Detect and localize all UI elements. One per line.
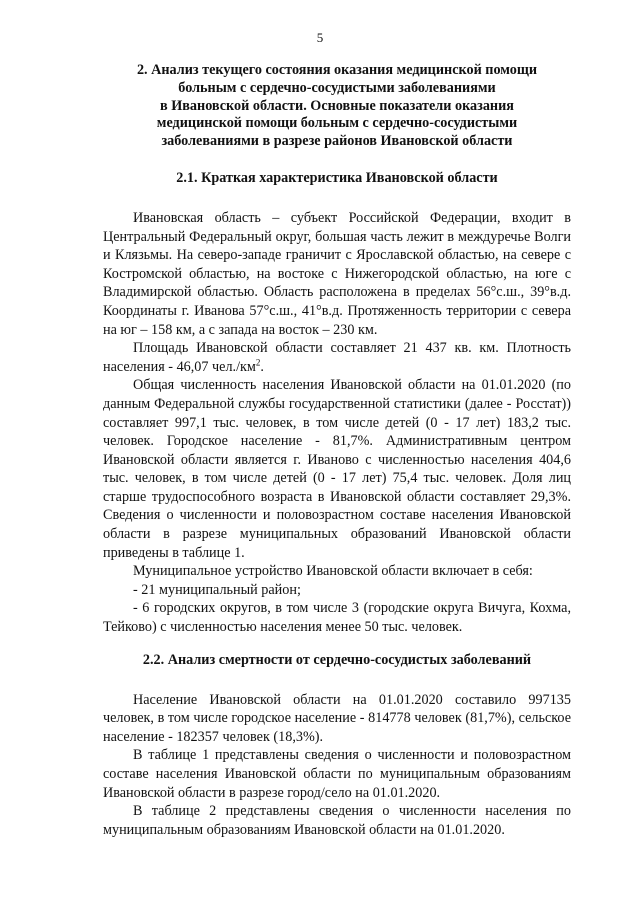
section-heading-2-2: 2.2. Анализ смертности от сердечно-сосудистых заболеваний bbox=[142, 651, 532, 668]
main-heading-line: в Ивановской области. Основные показатели оказания bbox=[160, 97, 514, 114]
main-heading-line: 2. Анализ текущего состояния оказания медицинской помощи bbox=[136, 62, 538, 78]
paragraph-table-1: В таблице 1 представлены сведения о численности и половозрастном составе населения Ивановской области по муниципальным образованиям Ивановской области в разрезе город/село на 01.01.2020. bbox=[103, 747, 571, 801]
list-item: - 6 городских округов, в том числе 3 (городские округа Вичуга, Кохма, Тейково) с численностью населения менее 50 тыс. человек. bbox=[103, 600, 571, 636]
paragraph-area-density bbox=[103, 339, 571, 376]
paragraph-population: Общая численность населения Ивановской области на 01.01.2020 (по данным Федеральной службы государственной статистики (далее - Росстат)) составляет 997,1 тыс. человек, в том числе детей (0 - 17 лет) 183,2 тыс. человек. Городское население - 81,7%. Административным центром Ивановской области является г. Иваново с численностью населения 404,6 тыс. человек, в том числе детей (0 - 17 лет) 75,4 тыс. человек. Доля лиц старше трудоспособного возраста в Ивановской области составляет 29,3%. Сведения о численности и половозрастном составе населения Ивановской области в разрезе муниципальных образований Ивановской области приведены в таблице 1. bbox=[103, 377, 571, 561]
density-suffix: . bbox=[260, 358, 264, 375]
main-heading-line: больным с сердечно-сосудистыми заболеваниями bbox=[178, 79, 496, 96]
density-superscript: 2 bbox=[255, 357, 261, 367]
page-content bbox=[103, 62, 571, 839]
area-density-text: Площадь Ивановской области составляет 21 437 кв. км. Плотность населения - 46,07 чел./км bbox=[103, 340, 571, 375]
paragraph-table-2: В таблице 2 представлены сведения о численности населения по муниципальным образованиям Ивановской области на 01.01.2020. bbox=[103, 803, 571, 838]
section-heading-2-1: 2.1. Краткая характеристика Ивановской области bbox=[176, 169, 498, 186]
main-heading-line: медицинской помощи больным с сердечно-сосудистыми bbox=[156, 115, 518, 132]
paragraph-population-2020: Население Ивановской области на 01.01.2020 составило 997135 человек, в том числе городское население - 814778 человек (81,7%), сельское население - 182357 человек (18,3%). bbox=[103, 691, 571, 745]
paragraph-region-overview: Ивановская область – субъект Российской Федерации, входит в Центральный Федеральный округ, большая часть лежит в междуречье Волги и Клязьмы. На северо-западе граничит с Ярославской областью, на севере с Костромской областью, на востоке с Нижегородской областью, на юге с Владимирской областью. Область расположена в пределах 56°с.ш., 39°в.д. Координаты г. Иванова 57°с.ш., 41°в.д. Протяженность территории с севера на юг – 158 км, а с запада на восток – 230 км. bbox=[103, 209, 571, 338]
page-number: 5 bbox=[316, 30, 324, 45]
list-item: - 21 муниципальный район; bbox=[133, 581, 301, 598]
main-heading-line: заболеваниями в разрезе районов Ивановской области bbox=[161, 133, 513, 150]
main-heading bbox=[103, 62, 571, 151]
paragraph-municipal-structure: Муниципальное устройство Ивановской области включает в себя: bbox=[133, 563, 533, 580]
